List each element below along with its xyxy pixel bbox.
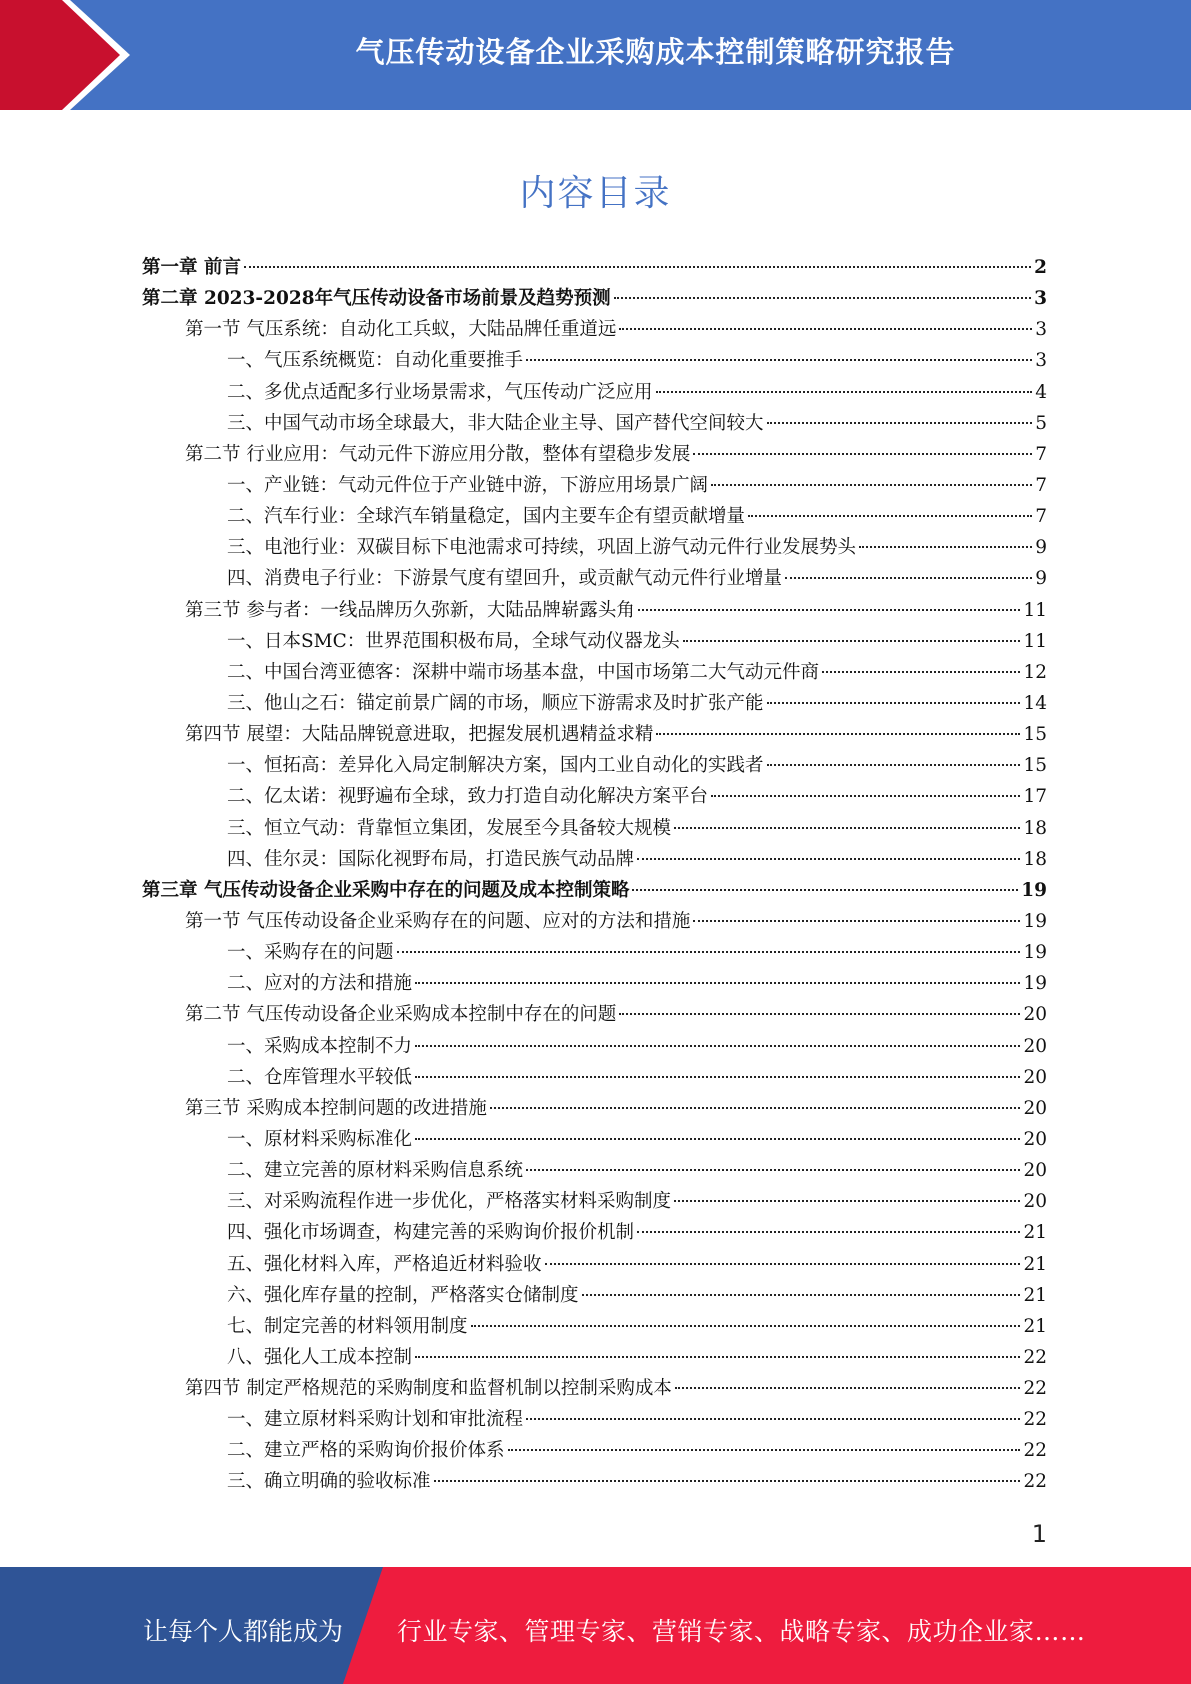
- toc-entry-label: 四、佳尔灵：国际化视野布局，打造民族气动品牌: [227, 848, 635, 870]
- toc-dot-leader: [767, 702, 1021, 704]
- toc-dot-leader: [415, 1045, 1020, 1047]
- toc-entry-label: 二、亿太诺：视野遍布全球，致力打造自动化解决方案平台: [227, 786, 709, 808]
- toc-entry-page: 3: [1034, 288, 1047, 310]
- toc-dot-leader: [656, 733, 1020, 735]
- toc-entry-label: 七、制定完善的材料领用制度: [227, 1315, 468, 1337]
- toc-entry-page: 20: [1023, 1004, 1047, 1026]
- toc-entry-label: 第四节 制定严格规范的采购制度和监督机制以控制采购成本: [185, 1378, 672, 1400]
- toc-subsection-entry[interactable]: [142, 688, 1047, 719]
- toc-entry-label: 一、原材料采购标准化: [227, 1128, 413, 1150]
- toc-dot-leader: [545, 1263, 1021, 1265]
- toc-entry-page: 7: [1035, 474, 1047, 496]
- toc-entry-page: 17: [1023, 786, 1047, 808]
- toc-entry-page: 15: [1023, 755, 1047, 777]
- toc-chapter-entry[interactable]: [142, 875, 1047, 906]
- toc-entry-page: 21: [1023, 1284, 1047, 1306]
- toc-section-entry[interactable]: [142, 999, 1047, 1030]
- toc-entry-label: 二、汽车行业：全球汽车销量稳定，国内主要车企有望贡献增量: [227, 506, 746, 528]
- toc-entry-page: 20: [1023, 1035, 1047, 1057]
- toc-dot-leader: [397, 951, 1021, 953]
- toc-entry-label: 四、消费电子行业：下游景气度有望回升，或贡献气动元件行业增量: [227, 568, 783, 590]
- toc-dot-leader: [508, 1449, 1021, 1451]
- toc-entry-label: 三、中国气动市场全球最大，非大陆企业主导、国产替代空间较大: [227, 412, 764, 434]
- toc-entry-label: 三、确立明确的验收标准: [227, 1471, 431, 1493]
- toc-heading: 内容目录: [519, 173, 672, 214]
- toc-section-entry[interactable]: [142, 719, 1047, 750]
- toc-entry-page: 20: [1023, 1066, 1047, 1088]
- report-title: 气压传动设备企业采购成本控制策略研究报告: [355, 35, 956, 69]
- toc-entry-page: 22: [1023, 1440, 1047, 1462]
- toc-dot-leader: [693, 453, 1032, 455]
- toc-entry-label: 第四节 展望：大陆品牌锐意进取，把握发展机遇精益求精: [185, 724, 654, 746]
- toc-entry-label: 一、采购存在的问题: [227, 942, 394, 964]
- toc-entry-label: 四、强化市场调查，构建完善的采购询价报价机制: [227, 1222, 635, 1244]
- toc-entry-label: 二、应对的方法和措施: [227, 973, 413, 995]
- toc-entry-page: 2: [1034, 257, 1047, 278]
- toc-entry-page: 20: [1023, 1128, 1047, 1150]
- toc-dot-leader: [415, 1356, 1020, 1358]
- toc-subsection-entry[interactable]: [142, 408, 1047, 439]
- toc-dot-leader: [244, 266, 1031, 268]
- toc-entry-page: 14: [1023, 692, 1047, 714]
- toc-dot-leader: [674, 1200, 1020, 1202]
- toc-dot-leader: [711, 795, 1020, 797]
- toc-dot-leader: [767, 422, 1033, 424]
- footer-slogan-left: 让每个人都能成为: [143, 1617, 344, 1646]
- toc-dot-leader: [656, 391, 1033, 393]
- toc-entry-page: 9: [1035, 568, 1047, 590]
- toc-entry-label: 第一节 气压传动设备企业采购存在的问题、应对的方法和措施: [185, 910, 691, 932]
- toc-entry-page: 21: [1023, 1315, 1047, 1337]
- toc-subsection-entry[interactable]: [142, 1124, 1047, 1155]
- toc-dot-leader: [415, 982, 1020, 984]
- toc-subsection-entry[interactable]: [142, 626, 1047, 657]
- toc-entry-label: 第三节 采购成本控制问题的改进措施: [185, 1097, 487, 1119]
- toc-section-entry[interactable]: [142, 439, 1047, 470]
- toc-subsection-entry[interactable]: [142, 377, 1047, 408]
- toc-entry-page: 11: [1023, 630, 1047, 652]
- toc-dot-leader: [748, 515, 1032, 517]
- toc-subsection-entry[interactable]: [142, 345, 1047, 376]
- toc-subsection-entry[interactable]: [142, 563, 1047, 594]
- toc-entry-label: 八、强化人工成本控制: [227, 1346, 413, 1368]
- toc-entry-page: 21: [1023, 1222, 1047, 1244]
- toc-section-entry[interactable]: [142, 1373, 1047, 1404]
- toc-entry-page: 22: [1023, 1471, 1047, 1493]
- toc-dot-leader: [526, 1418, 1020, 1420]
- toc-entry-label: 第一节 气压系统：自动化工兵蚁，大陆品牌任重道远: [185, 319, 617, 341]
- toc-subsection-entry[interactable]: [142, 1155, 1047, 1186]
- toc-dot-leader: [767, 764, 1021, 766]
- toc-subsection-entry[interactable]: [142, 1280, 1047, 1311]
- page-header: [0, 0, 1191, 110]
- toc-dot-leader: [619, 328, 1032, 330]
- toc-entry-label: 第二章 2023-2028年气压传动设备市场前景及趋势预测: [142, 288, 611, 310]
- toc-entry-page: 9: [1035, 537, 1047, 559]
- toc-subsection-entry[interactable]: [142, 1404, 1047, 1435]
- header-chevron-decoration: [0, 0, 160, 110]
- toc-entry-label: 一、建立原材料采购计划和审批流程: [227, 1409, 524, 1431]
- toc-dot-leader: [637, 1231, 1020, 1233]
- toc-dot-leader: [582, 1294, 1021, 1296]
- toc-dot-leader: [674, 827, 1020, 829]
- toc-entry-label: 二、中国台湾亚德客：深耕中端市场基本盘，中国市场第二大气动元件商: [227, 661, 820, 683]
- toc-section-entry[interactable]: [142, 906, 1047, 937]
- toc-subsection-entry[interactable]: [142, 844, 1047, 875]
- toc-entry-page: 3: [1035, 350, 1047, 372]
- toc-entry-label: 二、建立严格的采购询价报价体系: [227, 1440, 505, 1462]
- toc-entry-label: 一、日本SMC：世界范围积极布局，全球气动仪器龙头: [227, 630, 680, 652]
- toc-subsection-entry[interactable]: [142, 470, 1047, 501]
- toc-entry-page: 19: [1023, 942, 1047, 964]
- toc-subsection-entry[interactable]: [142, 813, 1047, 844]
- toc-entry-label: 三、电池行业：双碳目标下电池需求可持续，巩固上游气动元件行业发展势头: [227, 537, 857, 559]
- toc-entry-page: 12: [1023, 661, 1047, 683]
- toc-entry-label: 一、产业链：气动元件位于产业链中游，下游应用场景广阔: [227, 474, 709, 496]
- toc-dot-leader: [675, 1387, 1021, 1389]
- toc-entry-page: 5: [1035, 412, 1047, 434]
- toc-entry-label: 五、强化材料入库，严格追近材料验收: [227, 1253, 542, 1275]
- toc-subsection-entry[interactable]: [142, 1311, 1047, 1342]
- toc-entry-page: 7: [1035, 506, 1047, 528]
- toc-entry-page: 22: [1023, 1409, 1047, 1431]
- toc-entry-page: 19: [1023, 910, 1047, 932]
- toc-chapter-entry[interactable]: [142, 283, 1047, 314]
- toc-entry-label: 第一章 前言: [142, 257, 241, 278]
- toc-dot-leader: [471, 1325, 1021, 1327]
- toc-subsection-entry[interactable]: [142, 532, 1047, 563]
- toc-entry-page: 15: [1023, 724, 1047, 746]
- toc-dot-leader: [711, 484, 1032, 486]
- toc-subsection-entry[interactable]: [142, 1062, 1047, 1093]
- toc-entry-label: 三、对采购流程作进一步优化，严格落实材料采购制度: [227, 1191, 672, 1213]
- toc-subsection-entry[interactable]: [142, 1466, 1047, 1497]
- toc-dot-leader: [693, 920, 1020, 922]
- toc-chapter-entry[interactable]: [142, 252, 1047, 283]
- toc-entry-page: 22: [1023, 1346, 1047, 1368]
- toc-dot-leader: [785, 577, 1032, 579]
- toc-entry-label: 三、恒立气动：背靠恒立集团，发展至今具备较大规模: [227, 817, 672, 839]
- toc-dot-leader: [614, 297, 1032, 299]
- toc-dot-leader: [619, 1013, 1020, 1015]
- toc-subsection-entry[interactable]: [142, 781, 1047, 812]
- toc-section-entry[interactable]: [142, 314, 1047, 345]
- toc-entry-page: 20: [1023, 1160, 1047, 1182]
- toc-entry-page: 21: [1023, 1253, 1047, 1275]
- toc-entry-label: 第二节 行业应用：气动元件下游应用分散，整体有望稳步发展: [185, 443, 691, 465]
- toc-dot-leader: [526, 1169, 1020, 1171]
- toc-entry-label: 第三节 参与者：一线品牌历久弥新，大陆品牌崭露头角: [185, 599, 635, 621]
- toc-subsection-entry[interactable]: [142, 1217, 1047, 1248]
- toc-entry-page: 7: [1035, 443, 1047, 465]
- toc-subsection-entry[interactable]: [142, 750, 1047, 781]
- toc-subsection-entry[interactable]: [142, 937, 1047, 968]
- page-footer: [0, 1567, 1191, 1684]
- toc-subsection-entry[interactable]: [142, 1342, 1047, 1373]
- toc-dot-leader: [415, 1076, 1020, 1078]
- toc-dot-leader: [822, 671, 1020, 673]
- toc-subsection-entry[interactable]: [142, 968, 1047, 999]
- toc-entry-page: 3: [1035, 319, 1047, 341]
- toc-entry-label: 二、仓库管理水平较低: [227, 1066, 413, 1088]
- page-number: 1: [1031, 1520, 1047, 1548]
- toc-entry-label: 第三章 气压传动设备企业采购中存在的问题及成本控制策略: [142, 879, 630, 901]
- toc-entry-page: 11: [1023, 599, 1047, 621]
- table-of-contents: [142, 252, 1047, 1498]
- toc-section-entry[interactable]: [142, 1093, 1047, 1124]
- toc-dot-leader: [526, 359, 1032, 361]
- toc-subsection-entry[interactable]: [142, 1249, 1047, 1280]
- toc-dot-leader: [632, 889, 1018, 891]
- toc-entry-label: 二、多优点适配多行业场景需求，气压传动广泛应用: [227, 381, 653, 403]
- toc-dot-leader: [415, 1138, 1020, 1140]
- toc-entry-label: 一、气压系统概览：自动化重要推手: [227, 350, 524, 372]
- toc-section-entry[interactable]: [142, 595, 1047, 626]
- toc-entry-label: 一、恒拓高：差异化入局定制解决方案，国内工业自动化的实践者: [227, 755, 764, 777]
- toc-entry-page: 18: [1023, 817, 1047, 839]
- toc-entry-page: 20: [1023, 1097, 1047, 1119]
- toc-subsection-entry[interactable]: [142, 501, 1047, 532]
- toc-entry-page: 18: [1023, 848, 1047, 870]
- toc-dot-leader: [490, 1107, 1021, 1109]
- toc-entry-page: 19: [1023, 973, 1047, 995]
- toc-entry-label: 六、强化库存量的控制，严格落实仓储制度: [227, 1284, 579, 1306]
- toc-entry-label: 一、采购成本控制不力: [227, 1035, 413, 1057]
- toc-entry-label: 第二节 气压传动设备企业采购成本控制中存在的问题: [185, 1004, 617, 1026]
- toc-subsection-entry[interactable]: [142, 1435, 1047, 1466]
- toc-entry-label: 三、他山之石：锚定前景广阔的市场，顺应下游需求及时扩张产能: [227, 692, 764, 714]
- footer-slogan-right: 行业专家、管理专家、营销专家、战略专家、成功企业家……: [397, 1617, 1086, 1646]
- toc-subsection-entry[interactable]: [142, 1031, 1047, 1062]
- toc-entry-page: 4: [1035, 381, 1047, 403]
- toc-entry-page: 20: [1023, 1191, 1047, 1213]
- toc-dot-leader: [683, 640, 1021, 642]
- toc-dot-leader: [434, 1480, 1021, 1482]
- toc-dot-leader: [638, 609, 1021, 611]
- toc-subsection-entry[interactable]: [142, 1186, 1047, 1217]
- toc-entry-page: 19: [1021, 879, 1047, 901]
- toc-entry-page: 22: [1023, 1378, 1047, 1400]
- toc-dot-leader: [859, 546, 1032, 548]
- toc-dot-leader: [637, 858, 1020, 860]
- toc-entry-label: 二、建立完善的原材料采购信息系统: [227, 1160, 524, 1182]
- toc-subsection-entry[interactable]: [142, 657, 1047, 688]
